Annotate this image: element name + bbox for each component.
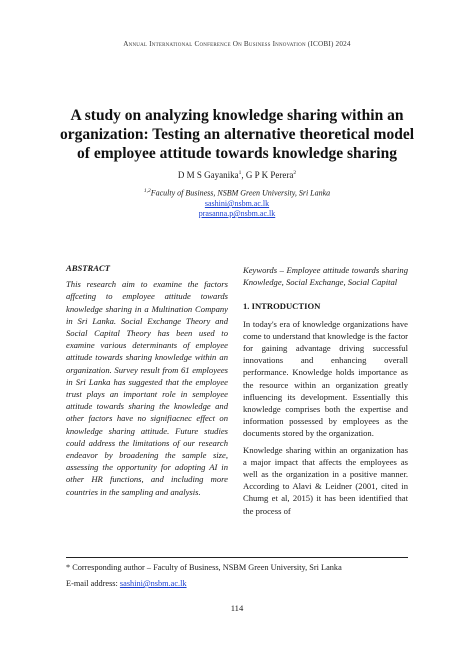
abstract-heading: ABSTRACT [66, 263, 110, 273]
title-line: A study on analyzing knowledge sharing within an [70, 107, 404, 124]
footnote-email [66, 579, 408, 588]
page-number: 114 [230, 603, 244, 613]
title-line: organization: Testing an alternative theoretical model [59, 126, 415, 143]
author-list [0, 170, 474, 180]
footnote-divider [66, 557, 408, 558]
running-header: Annual International Conference On Business Innovation (ICOBI) 2024 [123, 40, 351, 48]
author-email-link[interactable]: sashini@nsbm.ac.lk [204, 199, 270, 208]
footnote-email-link[interactable]: sashini@nsbm.ac.lk [119, 579, 187, 588]
author-name: G P K Perera [245, 170, 294, 180]
section-heading: 1. INTRODUCTION [243, 301, 321, 312]
title-line: of employee attitude towards knowledge sharing [77, 145, 397, 162]
author-superscript: 1 [238, 170, 242, 176]
paper-title [40, 106, 434, 163]
affiliation-superscript: 1,2 [143, 188, 151, 194]
author-name: D M S Gayanika [177, 170, 239, 180]
right-column [243, 264, 408, 521]
author-email-link[interactable]: prasanna.p@nsbm.ac.lk [198, 209, 276, 218]
abstract-body: This research aim to examine the factors affceting to employee attitude towards knowledge sharing in a Multination Company in Sri Lanka. Social Exchange Theory and Social Capital Theory has been used to examine various determinants of employee attitude towards sharing knowledge within an organization. Survey result from 61 employees in Sri Lanka has suggested that the employee trust plays an important role in semployee attitude towards sharing the knowledge and other factors have no signifiacnec effect on knowledge sharing attitude. Future studies could address the limitations of our research endeavor by broadening the sample size, assessing the opportunity for adopting AI in other HR functions, and including more countries in the sampling and analysis. [66, 279, 228, 497]
affiliation [0, 188, 474, 198]
abstract-column [66, 262, 228, 498]
paragraph: In today's era of knowledge organizations have come to understand that knowledge is the factor for gaining advantage driving successful innovations and enhancing overall performance. Knowledge holds importance as the resource within an organization greatly influencing its development. Essentially this knowledge comprises both the expertise and information possessed by employees as the documents stored by the organization. [243, 318, 408, 439]
footnote-corresponding-author: * Corresponding author – Faculty of Business, NSBM Green University, Sri Lanka [66, 563, 342, 572]
author-superscript: 2 [293, 170, 297, 176]
keywords: Keywords – Employee attitude towards sharing Knowledge, Social Exchange, Social Capital [243, 265, 408, 288]
author-separator: , [241, 170, 246, 180]
paragraph: Knowledge sharing within an organization has a major impact that affects the employees as well as the organization in a positive manner. According to Alavi & Leidner (2001, cited in Chumg et al, 2015) it has been identified that the process of [243, 444, 408, 516]
affiliation-text: Faculty of Business, NSBM Green University, Sri Lanka [150, 188, 331, 198]
footnote-email-label: E-mail address: [66, 579, 120, 588]
